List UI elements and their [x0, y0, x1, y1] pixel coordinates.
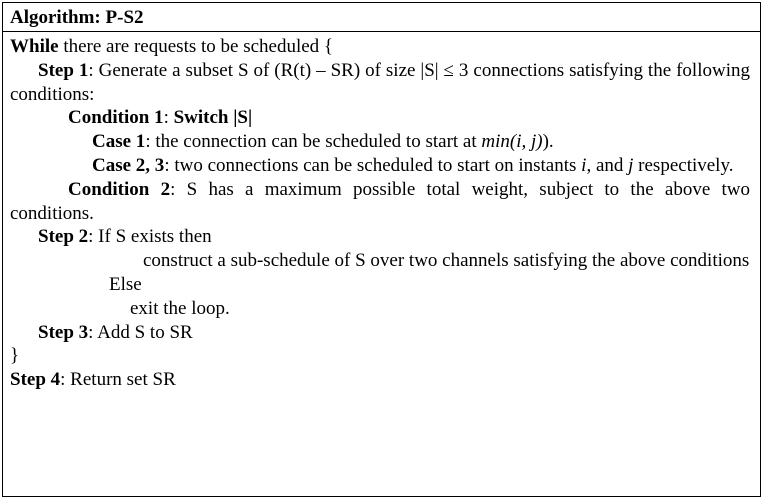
exit-text: exit the loop. [130, 297, 230, 319]
condition2-text: : S has a maximum possible total weight, subject to the above two conditions. [10, 178, 751, 224]
condition2-label: Condition 2 [68, 178, 171, 200]
case1-text: : the connection can be scheduled to start at [145, 131, 482, 153]
step4-line [10, 368, 750, 392]
else-keyword: Else [109, 273, 142, 295]
case23-var-i: i [581, 154, 587, 176]
case1-label: Case 1 [92, 131, 146, 153]
construct-text: construct a sub-schedule of S over two channels satisfying the above conditions [143, 250, 750, 272]
step3-line [10, 321, 750, 345]
step1-text: : Generate a subset S of (R(t) – SR) of size |S| ≤ 3 connections satisfying the following conditions: [10, 59, 750, 105]
condition1-separator: : [163, 107, 174, 129]
case23-text-c: respectively. [633, 154, 734, 176]
case23-line [10, 154, 750, 178]
step2-line [10, 225, 750, 249]
step1-label: Step 1 [38, 59, 89, 81]
step1-line [10, 59, 750, 107]
else-line [10, 273, 750, 297]
condition2-line [10, 178, 750, 226]
while-keyword: While [10, 36, 59, 57]
case23-text-a: : two connections can be scheduled to start on instants [164, 154, 582, 176]
step2-text: : If S exists then [88, 226, 212, 248]
step3-label: Step 3 [38, 321, 89, 343]
case23-label: Case 2, 3 [92, 154, 165, 176]
step4-text: : Return set SR [60, 369, 176, 391]
case1-line [10, 130, 750, 154]
algorithm-box [2, 2, 761, 497]
exit-line [10, 297, 750, 321]
close-brace: } [10, 345, 20, 367]
case23-text-b: , and [586, 154, 629, 176]
step2-label: Step 2 [38, 226, 89, 248]
while-line [10, 35, 750, 59]
case23-var-j: j [628, 154, 634, 176]
close-brace-line [10, 344, 750, 368]
condition1-label: Condition 1 [68, 107, 164, 129]
while-condition: there are requests to be scheduled { [58, 36, 334, 57]
step3-text: : Add S to SR [88, 321, 193, 343]
algorithm-body [3, 32, 760, 392]
case1-formula: min(i, j) [481, 131, 543, 153]
condition1-line [10, 106, 750, 130]
algorithm-title: Algorithm: P-S2 [3, 3, 760, 32]
condition1-switch: Switch |S| [173, 107, 253, 129]
case1-end: ). [542, 131, 554, 153]
step4-label: Step 4 [10, 369, 61, 391]
construct-line [10, 249, 750, 273]
